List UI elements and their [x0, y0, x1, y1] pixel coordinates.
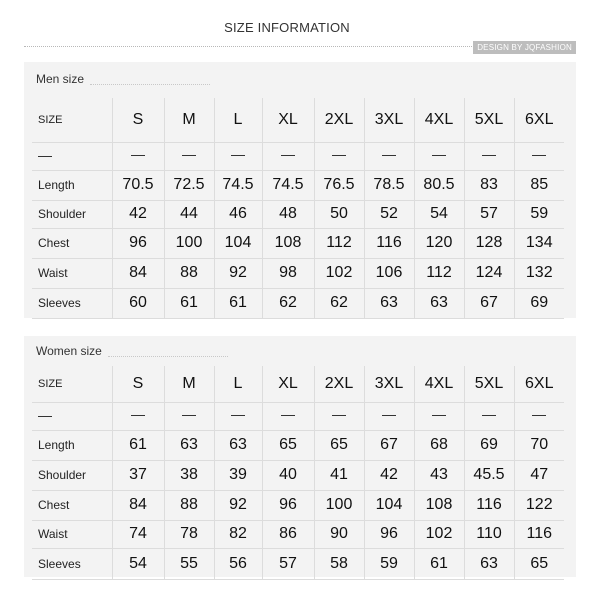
size-column-header: S	[112, 366, 164, 402]
measurement-value: 59	[514, 200, 564, 228]
men-size-title: Men size	[36, 72, 85, 86]
table-row	[32, 490, 564, 520]
measurement-value: 58	[314, 548, 364, 579]
measurement-value: 57	[464, 200, 514, 228]
dash-mark	[182, 155, 196, 156]
measurement-value: 122	[514, 490, 564, 520]
measurement-value: 104	[214, 228, 262, 258]
measurement-value: 46	[214, 200, 262, 228]
measurement-value: 37	[112, 460, 164, 490]
dash-mark	[532, 155, 546, 156]
measurement-value: 110	[464, 520, 514, 548]
measurement-value: 108	[262, 228, 314, 258]
measurement-value: 56	[214, 548, 262, 579]
size-column-header: 4XL	[414, 98, 464, 142]
measurement-value: 65	[262, 430, 314, 460]
measurement-value: 55	[164, 548, 214, 579]
measurement-value: 86	[262, 520, 314, 548]
measurement-value: 69	[514, 288, 564, 318]
size-column-header: 3XL	[364, 366, 414, 402]
measurement-value: 98	[262, 258, 314, 288]
measurement-label: Sleeves	[32, 288, 112, 318]
measurement-value: 48	[262, 200, 314, 228]
dash-mark	[281, 415, 295, 416]
women-size-title: Women size	[36, 344, 102, 358]
measurement-value: 44	[164, 200, 214, 228]
measurement-value: 63	[164, 430, 214, 460]
men-size-table	[32, 98, 564, 319]
measurement-value: 61	[414, 548, 464, 579]
dash-mark	[231, 155, 245, 156]
measurement-value: 74.5	[214, 170, 262, 200]
measurement-value: 43	[414, 460, 464, 490]
dash-mark	[482, 155, 496, 156]
measurement-value: 102	[314, 258, 364, 288]
measurement-value: 85	[514, 170, 564, 200]
size-column-header: XL	[262, 366, 314, 402]
measurement-label: Chest	[32, 228, 112, 258]
measurement-value: 100	[164, 228, 214, 258]
measurement-value: 74.5	[262, 170, 314, 200]
measurement-value: 61	[164, 288, 214, 318]
measurement-value: 134	[514, 228, 564, 258]
measurement-value: 40	[262, 460, 314, 490]
measurement-value: 116	[464, 490, 514, 520]
measurement-value: 100	[314, 490, 364, 520]
size-column-header: XL	[262, 98, 314, 142]
dash-mark	[382, 415, 396, 416]
measurement-value: 70	[514, 430, 564, 460]
size-column-header: 5XL	[464, 98, 514, 142]
dash-mark	[131, 415, 145, 416]
measurement-value: 84	[112, 490, 164, 520]
measurement-value: 116	[514, 520, 564, 548]
measurement-value: 42	[364, 460, 414, 490]
measurement-value: 92	[214, 490, 262, 520]
header-divider	[24, 46, 474, 47]
measurement-value: 67	[464, 288, 514, 318]
measurement-label: Shoulder	[32, 460, 112, 490]
dash-mark	[38, 156, 52, 157]
size-column-label: SIZE	[32, 98, 112, 142]
measurement-value: 52	[364, 200, 414, 228]
page-title: SIZE INFORMATION	[224, 20, 350, 35]
size-column-header: L	[214, 98, 262, 142]
measurement-value: 63	[464, 548, 514, 579]
table-row	[32, 548, 564, 579]
measurement-value: 106	[364, 258, 414, 288]
size-column-label: SIZE	[32, 366, 112, 402]
dash-separator-row	[32, 402, 564, 430]
dash-mark	[382, 155, 396, 156]
dash-mark	[38, 416, 52, 417]
measurement-label: Length	[32, 430, 112, 460]
measurement-value: 128	[464, 228, 514, 258]
table-row	[32, 200, 564, 228]
size-column-header: S	[112, 98, 164, 142]
measurement-value: 90	[314, 520, 364, 548]
size-column-header: L	[214, 366, 262, 402]
measurement-value: 88	[164, 490, 214, 520]
dash-mark	[432, 155, 446, 156]
size-column-header: 3XL	[364, 98, 414, 142]
dash-separator-row	[32, 142, 564, 170]
measurement-value: 70.5	[112, 170, 164, 200]
measurement-value: 72.5	[164, 170, 214, 200]
measurement-label: Waist	[32, 258, 112, 288]
measurement-value: 61	[214, 288, 262, 318]
women-size-panel	[24, 336, 576, 577]
dash-mark	[482, 415, 496, 416]
measurement-value: 82	[214, 520, 262, 548]
measurement-value: 96	[112, 228, 164, 258]
measurement-value: 59	[364, 548, 414, 579]
size-header-row	[32, 98, 564, 142]
dash-mark	[432, 415, 446, 416]
measurement-value: 69	[464, 430, 514, 460]
table-row	[32, 288, 564, 318]
measurement-label: Sleeves	[32, 548, 112, 579]
size-column-header: 2XL	[314, 98, 364, 142]
table-row	[32, 228, 564, 258]
measurement-label: Chest	[32, 490, 112, 520]
measurement-value: 80.5	[414, 170, 464, 200]
measurement-value: 62	[262, 288, 314, 318]
measurement-value: 96	[262, 490, 314, 520]
measurement-value: 41	[314, 460, 364, 490]
size-column-header: M	[164, 98, 214, 142]
measurement-value: 96	[364, 520, 414, 548]
measurement-value: 78.5	[364, 170, 414, 200]
measurement-value: 42	[112, 200, 164, 228]
measurement-value: 108	[414, 490, 464, 520]
measurement-value: 76.5	[314, 170, 364, 200]
measurement-value: 50	[314, 200, 364, 228]
dash-mark	[231, 415, 245, 416]
measurement-label: Shoulder	[32, 200, 112, 228]
table-row	[32, 258, 564, 288]
measurement-value: 102	[414, 520, 464, 548]
size-column-header: 2XL	[314, 366, 364, 402]
dash-mark	[332, 155, 346, 156]
dash-mark	[182, 415, 196, 416]
measurement-value: 104	[364, 490, 414, 520]
dash-mark	[532, 415, 546, 416]
measurement-label: Waist	[32, 520, 112, 548]
measurement-value: 92	[214, 258, 262, 288]
measurement-value: 54	[414, 200, 464, 228]
measurement-value: 124	[464, 258, 514, 288]
measurement-value: 68	[414, 430, 464, 460]
brand-badge: DESIGN BY JQFASHION	[473, 41, 576, 54]
measurement-value: 84	[112, 258, 164, 288]
size-header-row	[32, 366, 564, 402]
measurement-value: 67	[364, 430, 414, 460]
measurement-value: 60	[112, 288, 164, 318]
measurement-value: 61	[112, 430, 164, 460]
measurement-value: 112	[314, 228, 364, 258]
measurement-value: 38	[164, 460, 214, 490]
measurement-value: 62	[314, 288, 364, 318]
page-header	[0, 0, 600, 62]
measurement-label: Length	[32, 170, 112, 200]
table-row	[32, 460, 564, 490]
measurement-value: 65	[514, 548, 564, 579]
size-column-header: 6XL	[514, 98, 564, 142]
measurement-value: 83	[464, 170, 514, 200]
table-row	[32, 520, 564, 548]
size-column-header: 6XL	[514, 366, 564, 402]
women-size-table	[32, 366, 564, 580]
measurement-value: 88	[164, 258, 214, 288]
measurement-value: 63	[364, 288, 414, 318]
table-row	[32, 430, 564, 460]
measurement-value: 112	[414, 258, 464, 288]
dash-mark	[281, 155, 295, 156]
measurement-value: 132	[514, 258, 564, 288]
measurement-value: 116	[364, 228, 414, 258]
measurement-value: 63	[214, 430, 262, 460]
measurement-value: 57	[262, 548, 314, 579]
measurement-value: 47	[514, 460, 564, 490]
table-row	[32, 170, 564, 200]
measurement-value: 39	[214, 460, 262, 490]
men-size-panel	[24, 62, 576, 318]
measurement-value: 78	[164, 520, 214, 548]
measurement-value: 54	[112, 548, 164, 579]
measurement-value: 65	[314, 430, 364, 460]
measurement-value: 45.5	[464, 460, 514, 490]
measurement-value: 74	[112, 520, 164, 548]
size-column-header: 4XL	[414, 366, 464, 402]
measurement-value: 63	[414, 288, 464, 318]
size-column-header: 5XL	[464, 366, 514, 402]
dash-mark	[332, 415, 346, 416]
measurement-value: 120	[414, 228, 464, 258]
size-column-header: M	[164, 366, 214, 402]
dash-mark	[131, 155, 145, 156]
